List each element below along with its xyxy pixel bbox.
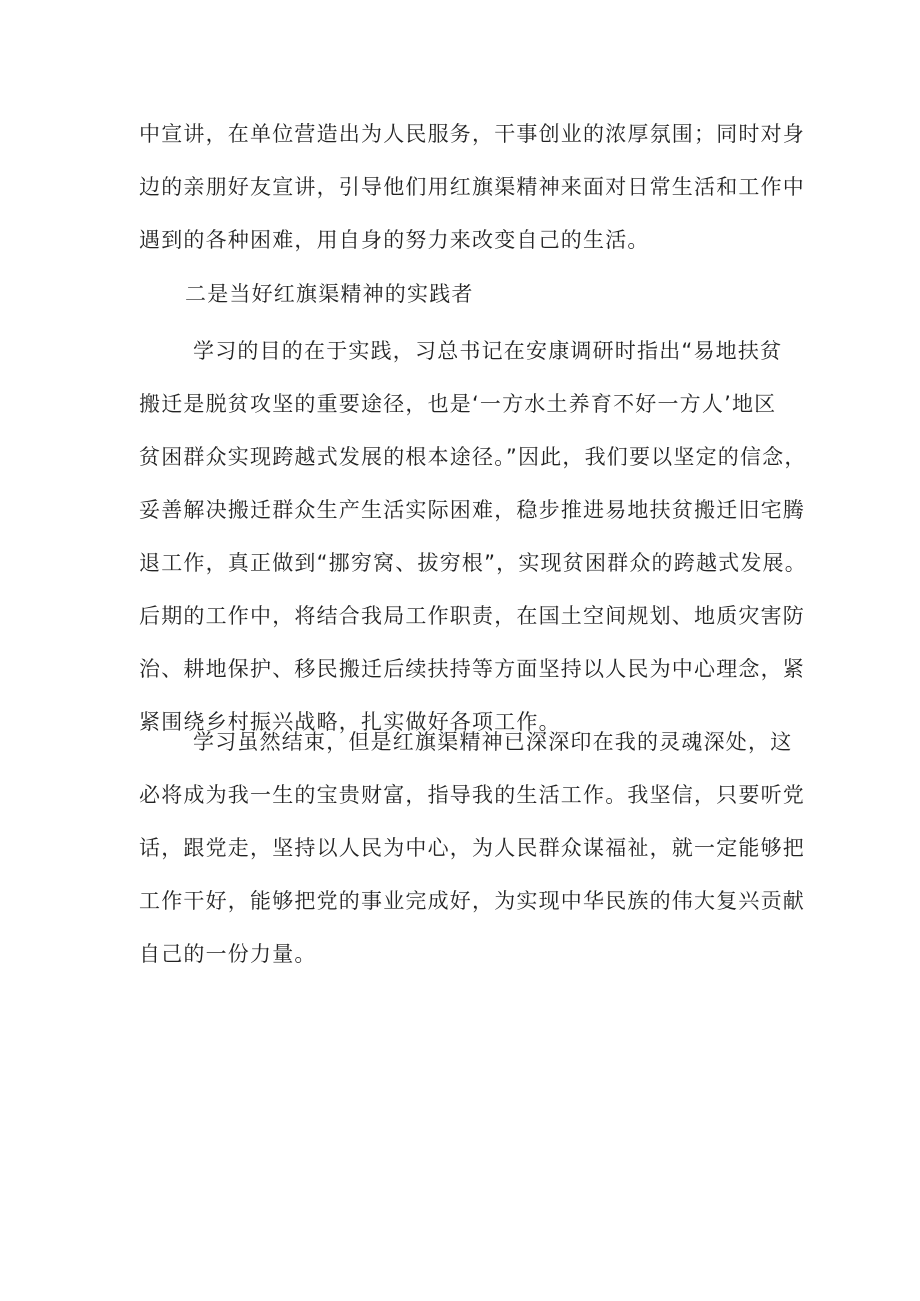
section-heading-block	[139, 268, 789, 321]
paragraph-line: 话，跟党走，坚持以人民为中心，为人民群众谋福祉，就一定能够把	[139, 836, 805, 860]
paragraph-practice	[139, 325, 807, 749]
paragraph-line: 退工作，真正做到“挪穷窝、拔穷根”，实现贫困群众的跨越式发展。	[139, 551, 807, 575]
paragraph-line: 后期的工作中，将结合我局工作职责，在国土空间规划、地质灾害防	[139, 604, 805, 628]
paragraph-line: 贫困群众实现跨越式发展的根本途径。”因此，我们要以坚定的信念，	[139, 445, 807, 469]
paragraph-line: 自己的一份力量。	[139, 942, 317, 966]
paragraph-conclusion	[139, 716, 805, 981]
paragraph-line: 遇到的各种困难，用自身的努力来改变自己的生活。	[139, 228, 650, 252]
paragraph-line: 搬迁是脱贫攻坚的重要途径，也是‘一方水土养育不好一方人’地区	[139, 392, 777, 416]
paragraph-continued	[139, 108, 805, 267]
paragraph-line: 必将成为我一生的宝贵财富，指导我的生活工作。我坚信，只要听党	[139, 783, 805, 807]
section-heading: 二是当好红旗渠精神的实践者	[185, 282, 474, 306]
paragraph-line: 工作干好，能够把党的事业完成好，为实现中华民族的伟大复兴贡献	[139, 889, 805, 913]
paragraph-line: 学习虽然结束，但是红旗渠精神已深深印在我的灵魂深处，这	[193, 730, 793, 754]
paragraph-line: 边的亲朋好友宣讲，引导他们用红旗渠精神来面对日常生活和工作中	[139, 175, 805, 199]
paragraph-line: 治、耕地保护、移民搬迁后续扶持等方面坚持以人民为中心理念，紧	[139, 657, 805, 681]
paragraph-line: 紧围绕乡村振兴战略，扎实做好各项工作。	[139, 710, 561, 734]
paragraph-line: 妥善解决搬迁群众生产生活实际困难，稳步推进易地扶贫搬迁旧宅腾	[139, 498, 805, 522]
paragraph-line: 学习的目的在于实践，习总书记在安康调研时指出“易地扶贫	[193, 339, 783, 363]
paragraph-line: 中宣讲，在单位营造出为人民服务，干事创业的浓厚氛围；同时对身	[139, 122, 805, 146]
